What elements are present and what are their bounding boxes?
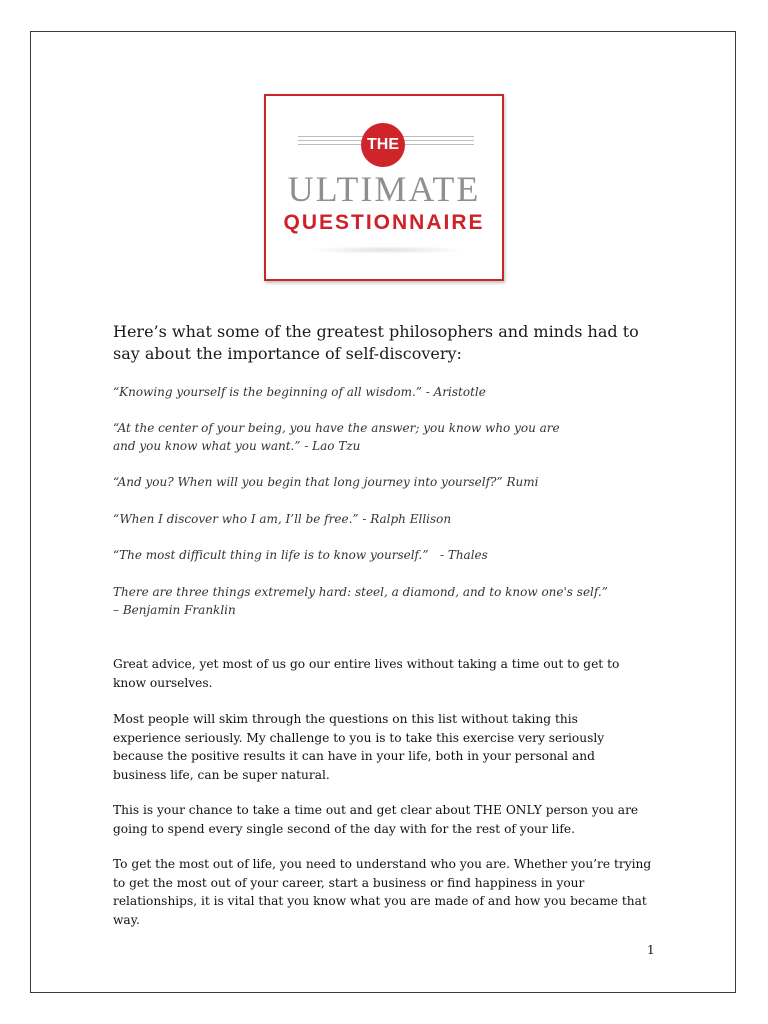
logo-the-badge: THE [361, 123, 405, 167]
body-paragraph: To get the most out of life, you need to understand who you are. Whether you’re trying to get the most out of your career, start a business or find happiness in your relationships, it is vital that you know what you are made of and how you became that way. [113, 857, 652, 927]
quote-rumi: “And you? When will you begin that long journey into yourself?” Rumi [113, 475, 539, 489]
quote-lao-tzu: “At the center of your being, you have the answer; you know who you are and you know what you want.” - Lao Tzu [113, 421, 560, 453]
document-page [30, 31, 736, 993]
quote-ralph-ellison: “When I discover who I am, I’ll be free.” - Ralph Ellison [113, 512, 452, 526]
body-paragraph: Most people will skim through the questions on this list without taking this experience seriously. My challenge to you is to take this exercise very seriously because the positive results it can have in your life, both in your personal and business life, can be super natural. [113, 712, 605, 782]
body-paragraph: Great advice, yet most of us go our entire lives without taking a time out to get to know ourselves. [113, 657, 620, 690]
page-number: 1 [647, 943, 655, 957]
quote-benjamin-franklin: There are three things extremely hard: steel, a diamond, and to know one's self.” [113, 585, 608, 599]
quote-benjamin-franklin-attribution: – Benjamin Franklin [113, 603, 236, 617]
body-paragraph: This is your chance to take a time out and get clear about THE ONLY person you are going to spend every single second of the day with for the rest of your life. [113, 803, 639, 836]
quote-thales: “The most difficult thing in life is to know yourself.” - Thales [113, 548, 488, 562]
logo-ultimate-text: ULTIMATE [287, 169, 481, 209]
page-heading: Here’s what some of the greatest philosophers and minds had to say about the importance of self-discovery: [113, 322, 639, 363]
logo-questionnaire-text: QUESTIONNAIRE [283, 211, 485, 234]
logo-shadow [306, 246, 466, 254]
quote-aristotle: “Knowing yourself is the beginning of all wisdom.” - Aristotle [113, 385, 486, 399]
ultimate-questionnaire-logo [264, 94, 504, 281]
